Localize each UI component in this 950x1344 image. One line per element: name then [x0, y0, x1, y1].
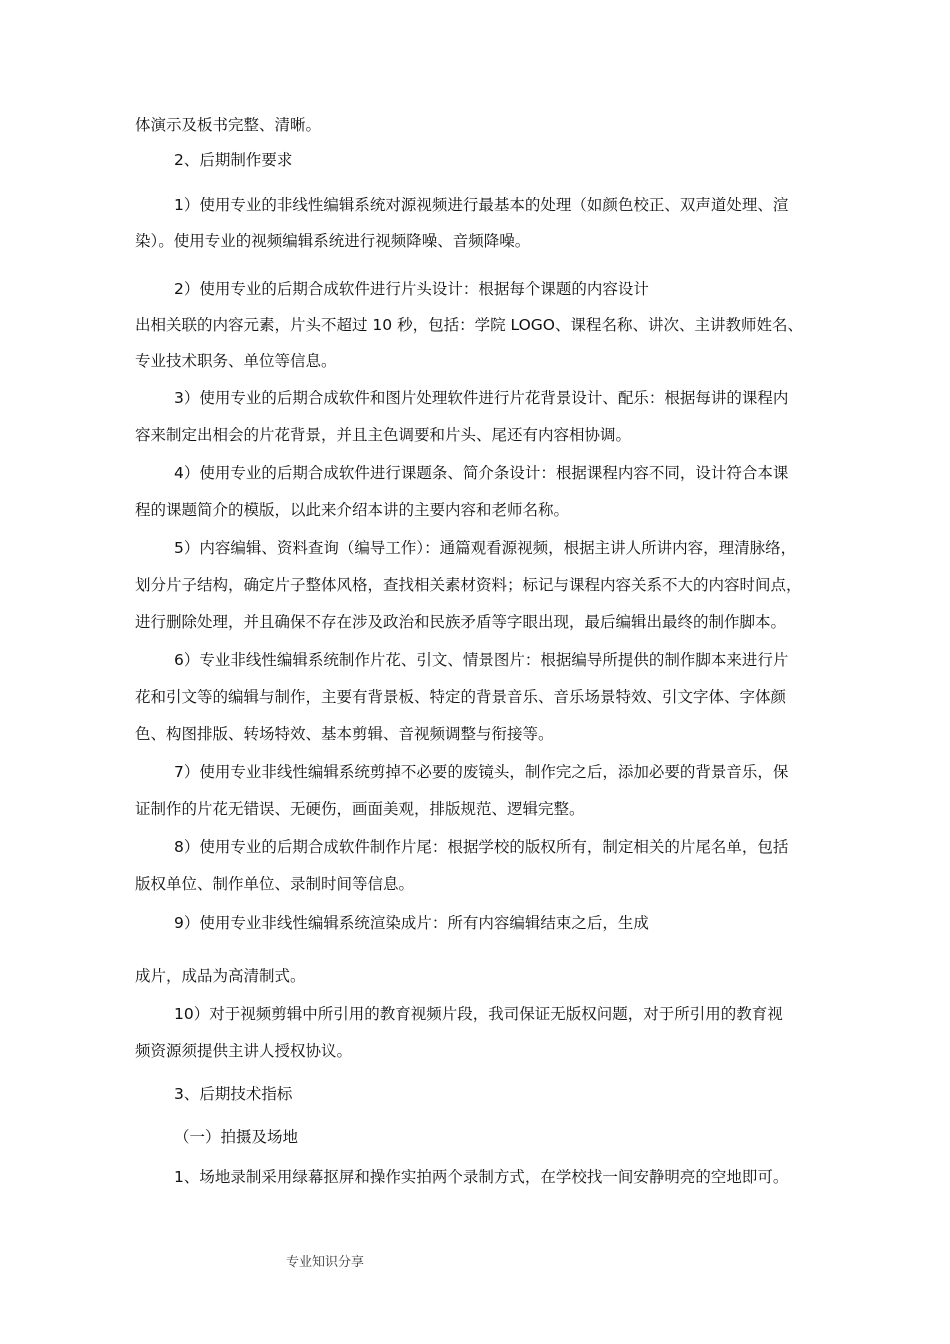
text-line: 8）使用专业的后期合成软件制作片尾：根据学校的版权所有，制定相关的片尾名单，包括	[174, 838, 789, 856]
text-line: 6）专业非线性编辑系统制作片花、引文、情景图片：根据编导所提供的制作脚本来进行片	[174, 651, 789, 669]
section-heading: 2、后期制作要求	[174, 151, 293, 169]
text-line: 版权单位、制作单位、录制时间等信息。	[135, 875, 415, 893]
text-line: 证制作的片花无错误、无硬伤，画面美观，排版规范、逻辑完整。	[135, 800, 585, 818]
text-line: 划分片子结构，确定片子整体风格，查找相关素材资料；标记与课程内容关系不大的内容时间点，	[135, 576, 802, 594]
section-heading: 3、后期技术指标	[174, 1085, 293, 1103]
text-line: 出相关联的内容元素，片头不超过 10 秒，包括：学院 LOGO、课程名称、讲次、主讲教师姓名、	[135, 316, 804, 334]
text-line: 专业技术职务、单位等信息。	[135, 352, 337, 370]
text-line: 3）使用专业的后期合成软件和图片处理软件进行片花背景设计、配乐：根据每讲的课程内	[174, 389, 789, 407]
text-line: 1）使用专业的非线性编辑系统对源视频进行最基本的处理（如颜色校正、双声道处理、渲	[174, 196, 789, 214]
text-line: 成片，成品为高清制式。	[135, 967, 306, 985]
text-line: 1、场地录制采用绿幕抠屏和操作实拍两个录制方式，在学校找一间安静明亮的空地即可。	[174, 1168, 789, 1186]
text-line: 2）使用专业的后期合成软件进行片头设计：根据每个课题的内容设计	[174, 280, 649, 298]
subsection-heading: （一）拍摄及场地	[174, 1128, 299, 1146]
text-line: 5）内容编辑、资料查询（编导工作）：通篇观看源视频，根据主讲人所讲内容，理清脉络，	[174, 539, 797, 557]
text-line: 体演示及板书完整、清晰。	[135, 116, 322, 134]
text-line: 色、构图排版、转场特效、基本剪辑、音视频调整与衔接等。	[135, 725, 554, 743]
text-line: 频资源须提供主讲人授权协议。	[135, 1042, 353, 1060]
text-line: 进行删除处理，并且确保不存在涉及政治和民族矛盾等字眼出现，最后编辑出最终的制作脚本。	[135, 613, 787, 631]
text-line: 9）使用专业非线性编辑系统渲染成片：所有内容编辑结束之后，生成	[174, 914, 649, 932]
text-line: 10）对于视频剪辑中所引用的教育视频片段，我司保证无版权问题，对于所引用的教育视	[174, 1005, 783, 1023]
page-footer: 专业知识分享	[286, 1255, 365, 1270]
text-line: 7）使用专业非线性编辑系统剪掉不必要的废镜头，制作完之后，添加必要的背景音乐，保	[174, 763, 789, 781]
text-line: 花和引文等的编辑与制作，主要有背景板、特定的背景音乐、音乐场景特效、引文字体、字体颜	[135, 688, 787, 706]
text-line: 4）使用专业的后期合成软件进行课题条、简介条设计：根据课程内容不同，设计符合本课	[174, 464, 789, 482]
text-line: 容来制定出相会的片花背景，并且主色调要和片头、尾还有内容相协调。	[135, 426, 632, 444]
text-line: 染）。使用专业的视频编辑系统进行视频降噪、音频降噪。	[135, 232, 531, 250]
text-line: 程的课题简介的模版，以此来介绍本讲的主要内容和老师名称。	[135, 501, 570, 519]
